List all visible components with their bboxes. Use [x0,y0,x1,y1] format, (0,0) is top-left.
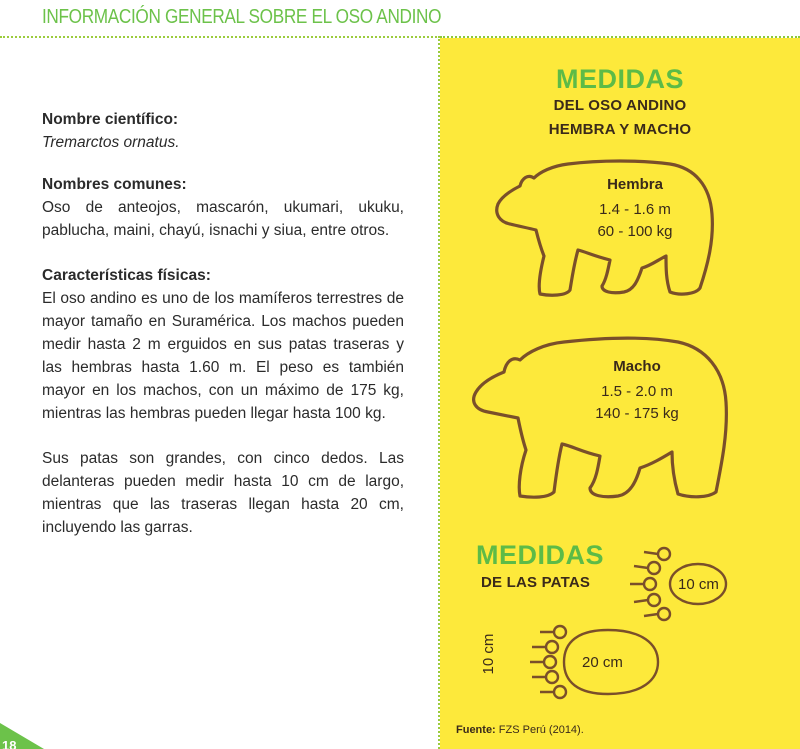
physical-title: Características físicas: [42,267,211,284]
common-names-title: Nombres comunes: [42,176,187,193]
header-title: INFORMACIÓN GENERAL SOBRE EL OSO ANDINO [42,6,442,28]
male-weight: 140 - 175 kg [595,405,679,422]
scientific-name-title: Nombre científico: [42,111,179,128]
female-height: 1.4 - 1.6 m [599,201,671,218]
measures-title: MEDIDAS [555,64,684,94]
female-label [570,174,700,243]
female-weight: 60 - 100 kg [597,223,673,240]
paws-title: MEDIDAS [476,540,605,570]
measures-panel [440,38,800,749]
physical-text: El oso andino es uno de los mamíferos terrestres de mayor tamaño en Suramérica. Los machos pueden medir hasta 2 m erguidos en sus patas traseras y las hembras hasta 1.60 m. El peso es también mayor en los machos, con un máximo de 175 kg, mientras las hembras pueden llegar hasta 100 kg. [42,290,404,422]
source-label: Fuente: [456,724,496,736]
front-paw-size: 10 cm [678,576,719,593]
hind-paw-length: 20 cm [582,654,623,671]
hind-paw-width: 10 cm [480,633,497,675]
page-number: 18 [2,738,17,749]
measures-subtitle-1: DEL OSO ANDINO [553,97,687,114]
source-value: FZS Perú (2014). [498,724,584,736]
female-name: Hembra [607,176,663,193]
page-header [0,0,800,40]
scientific-name: Tremarctos ornatus. [42,134,180,151]
paws-subtitle: DE LAS PATAS [481,574,591,591]
common-names: Oso de anteojos, mascarón, ukumari, ukuku, pablucha, maini, chayú, isnachi y siua, entre otros. [42,199,404,239]
source-note [456,724,584,736]
male-name: Macho [613,358,661,375]
header-divider [0,36,440,38]
paws-text: Sus patas son grandes, con cinco dedos. Las delanteras pueden medir hasta 10 cm de largo, mientras que las traseras llegan hasta 20 cm, incluyendo las garras. [42,450,404,536]
male-label [571,356,703,425]
info-column [42,108,404,539]
measures-subtitle-2: HEMBRA Y MACHO [548,121,692,138]
male-height: 1.5 - 2.0 m [601,383,673,400]
